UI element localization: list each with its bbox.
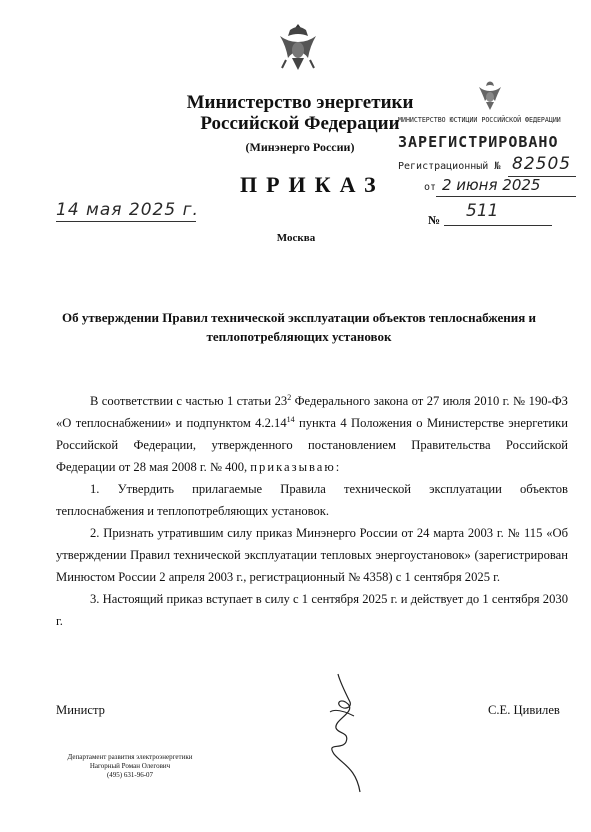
ministry-line-2: Российской Федерации	[200, 113, 400, 134]
signer-name: С.Е. Цивилев	[488, 703, 560, 717]
preamble-sup-1: 2	[287, 392, 292, 402]
date-underline	[56, 221, 196, 222]
footer-department: Департамент развития электроэнергетики	[67, 753, 193, 761]
registration-stamp	[396, 78, 584, 202]
document-title: Об утверждении Правил технической эксплуатации объектов теплоснабжения и теплопотребляющих установок	[61, 310, 537, 344]
stamp-reg-date: 2 июня 2025	[442, 176, 541, 194]
preamble-text-c: пункта 4 Положения о Министерстве энергетики Российской Федерации, утвержденного постановлением Правительства Российской Федерации от 28 мая 2008 г. № 400,	[56, 416, 569, 474]
item-1: 1. Утвердить прилагаемые Правила технической эксплуатации объектов теплоснабжения и теплопотребляющих установок.	[56, 482, 568, 518]
handwritten-date: 14 мая 2025 г.	[56, 200, 199, 220]
stamp-regno-underline	[508, 176, 576, 177]
stamp-date-underline	[436, 196, 576, 197]
preamble-text-a: В соответствии с частью 1 статьи 23	[90, 394, 288, 408]
stamp-regno: 82505	[512, 154, 572, 174]
number-label: №	[428, 213, 441, 227]
document-body	[56, 390, 568, 632]
stamp-organization: МИНИСТЕРСТВО ЮСТИЦИИ РОССИЙСКОЙ ФЕДЕРАЦИИ	[398, 116, 561, 124]
preamble-paragraph	[56, 390, 568, 478]
stamp-emblem-icon	[476, 78, 504, 112]
preamble-text-b: Федерального закона от 27 июля 2010 г. № 190-ФЗ «О теплоснабжении» и подпунктом 4.2.14	[56, 394, 568, 430]
stamp-regno-label: Регистрационный №	[398, 161, 501, 172]
ministry-short-name: (Минэнерго России)	[245, 140, 355, 154]
city: Москва	[276, 232, 316, 244]
footer-contact	[56, 753, 204, 780]
coat-of-arms-emblem	[276, 20, 320, 74]
item-3: 3. Настоящий приказ вступает в силу с 1 сентября 2025 г. и действует до 1 сентября 2030 г.	[56, 592, 568, 628]
ministry-line-1: Министерство энергетики	[186, 92, 414, 113]
stamp-registered: ЗАРЕГИСТРИРОВАНО	[398, 133, 559, 151]
handwritten-number: 511	[466, 201, 499, 221]
item-2: 2. Признать утратившим силу приказ Минэнерго России от 24 марта 2003 г. № 115 «Об утверждении Правил технической эксплуатации тепловых энергоустановок» (зарегистрирован Минюстом России 2 апреля 2003 г., регистрационный № 4358) с 1 сентября 2025 г.	[56, 526, 568, 584]
signer-role: Министр	[56, 703, 105, 717]
number-underline	[444, 225, 552, 226]
document-type: ПРИКАЗ	[240, 172, 385, 197]
footer-person: Нагорный Роман Олегович	[89, 762, 171, 770]
preamble-sup-2: 14	[286, 414, 295, 424]
command-word: приказываю:	[250, 460, 342, 474]
footer-phone: (495) 631-96-07	[106, 771, 154, 779]
handwritten-signature	[316, 672, 372, 796]
stamp-from-label: от	[424, 182, 437, 193]
